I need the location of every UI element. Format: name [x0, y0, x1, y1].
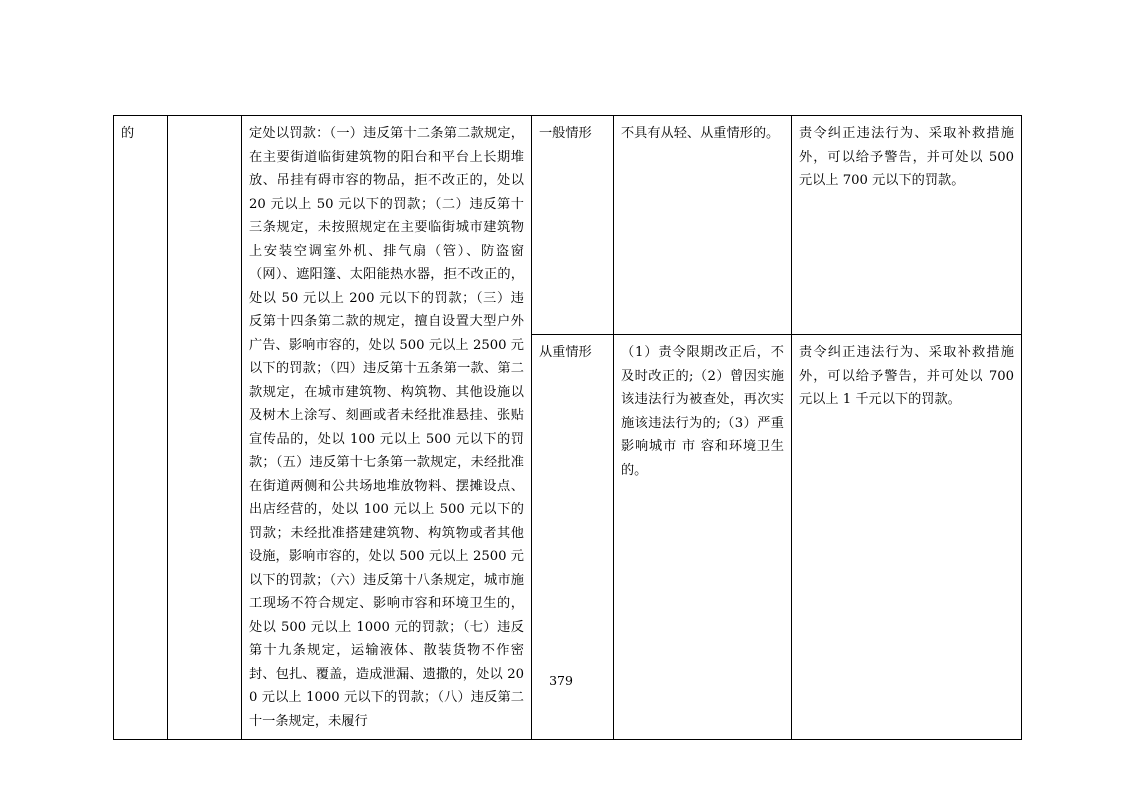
cell-blank-column	[168, 116, 242, 740]
cell-text: 定处以罚款：（一）违反第十二条第二款规定，在主要街道临街建筑物的阳台和平台上长期堆放、吊挂有碍市容的物品，拒不改正的，处以 20 元以上 50 元以下的罚款；（二）违反第十三条规定，未按照规定在主要临街城市建筑物上安装空调室外机、排气扇（管）、防盗窗（网）、遮阳篷、太阳能热水器，拒不改正的，处以 50 元以上 200 元以下的罚款；（三）违反第十四条第二款的规定，擅自设置大型户外广告、影响市容的，处以 500 元以上 2500 元以下的罚款；（四）违反第十五条第一款、第二款规定，在城市建筑物、构筑物、其他设施以及树木上涂写、刻画或者未经批准悬挂、张贴宣传品的，处以 100 元以上 500 元以下的罚款；（五）违反第十七条第一款规定，未经批准在街道两侧和公共场地堆放物料、摆摊设点、出店经营的，处以 100 元以上 500 元以下的罚款；未经批准搭建建筑物、构筑物或者其他设施，影响市容的，处以 500 元以上 2500 元以下的罚款；（六）违反第十八条规定，城市施工现场不符合规定、影响市容和环境卫生的，处以 500 元以上 1000 元的罚款；（七）违反第十九条规定，运输液体、散装货物不作密封、包扎、覆盖，造成泄漏、遗撒的，处以 200 元以上 1000 元以下的罚款；（八）违反第二十一条规定，未履行	[249, 126, 529, 729]
cell-text: （1）责令限期改正后，不及时改正的;（2）曾因实施该违法行为被查处，再次实施该违法行为的;（3）严重影响城市 市 容和环境卫生的。	[621, 345, 784, 478]
cell-circumstance-type-general	[532, 116, 614, 335]
cell-text: 从重情形	[539, 345, 592, 361]
cell-legal-basis	[242, 116, 532, 740]
cell-penalty-general	[792, 116, 1022, 335]
penalty-discretion-table	[113, 115, 1022, 740]
page-number: 379	[549, 673, 573, 688]
cell-item-suffix	[114, 116, 168, 740]
table-row	[114, 116, 1022, 335]
cell-text: 不具有从轻、从重情形的。	[621, 126, 780, 141]
cell-circumstance-detail-general	[614, 116, 792, 335]
cell-text: 的	[121, 126, 135, 141]
cell-text: 一般情形	[539, 126, 592, 141]
cell-text: 责令纠正违法行为、采取补救措施外，可以给予警告，并可处以 700 元以上 1 千元以下的罚款。	[799, 345, 1019, 408]
cell-text: 责令纠正违法行为、采取补救措施外，可以给予警告，并可处以 500 元以上 700 元以下的罚款。	[799, 126, 1019, 188]
